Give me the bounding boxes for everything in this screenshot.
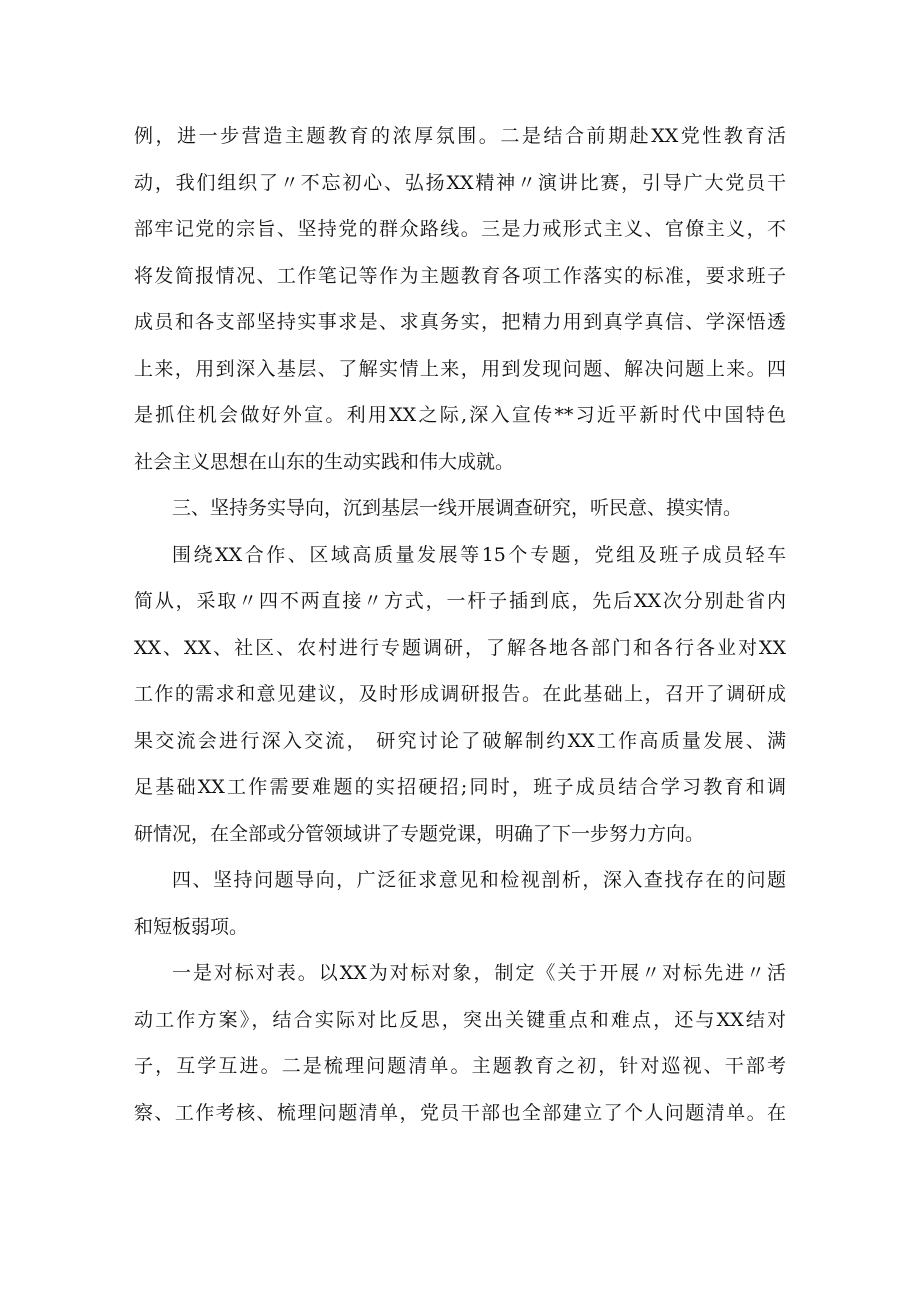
text-line: 成员和各支部坚持实事求是、求真务实，把精力用到真学真信、学深悟透 xyxy=(134,311,786,333)
text-line: 研情况，在全部或分管领域讲了专题党课，明确了下一步努力方向。 xyxy=(134,822,705,845)
text-line: 动工作方案》，结合实际对比反思，突出关键重点和难点，还与XX结对 xyxy=(134,1008,786,1031)
paragraph-first-line: 一是对标对表。以XX为对标对象，制定《关于开展〃对标先进〃活 xyxy=(172,962,786,984)
text-line: 例，进一步营造主题教育的浓厚氛围。二是结合前期赴XX党性教育活 xyxy=(134,125,786,147)
text-line: 将发简报情况、工作笔记等作为主题教育各项工作落实的标准，要求班子 xyxy=(134,264,786,287)
text-line: 简从，采取〃四不两直接〃方式，一杆子插到底，先后XX次分别赴省内 xyxy=(134,590,786,612)
text-line: 察、工作考核、梳理问题清单，党员干部也全部建立了个人问题清单。在 xyxy=(134,1101,786,1124)
section-heading: 四、坚持问题导向，广泛征求意见和检视剖析，深入查找存在的问题 xyxy=(172,869,786,891)
text-line: 工作的需求和意见建议，及时形成调研报告。在此基础上，召开了调研成 xyxy=(134,683,786,705)
text-line: 社会主义思想在山东的生动实践和伟大成就。 xyxy=(134,450,515,473)
text-line: XX、XX、社区、农村进行专题调研，了解各地各部门和各行各业对XX xyxy=(134,636,786,659)
text-line: 足基础XX工作需要难题的实招硬招;同时，班子成员结合学习教育和调 xyxy=(134,776,786,798)
text-line: 果交流会进行深入交流， 研究讨论了破解制约XX工作高质量发展、满 xyxy=(134,729,786,752)
body-text xyxy=(134,113,786,1136)
paragraph-first-line: 围绕XX合作、区域高质量发展等15个专题，党组及班子成员轻车 xyxy=(172,543,786,566)
text-line: 是抓住机会做好外宣。利用XX之际,深入宣传**习近平新时代中国特色 xyxy=(134,404,786,426)
text-line: 子，互学互进。二是梳理问题清单。主题教育之初，针对巡视、干部考 xyxy=(134,1055,786,1077)
section-heading-continued: 和短板弱项。 xyxy=(134,915,249,938)
text-line: 动，我们组织了〃不忘初心、弘扬XX精神〃演讲比赛，引导广大党员干 xyxy=(134,171,786,194)
text-line: 部牢记党的宗旨、坚持党的群众路线。三是力戒形式主义、官僚主义，不 xyxy=(134,218,786,240)
section-heading: 三、坚持务实导向，沉到基层一线开展调查研究，听民意、摸实情。 xyxy=(172,497,743,519)
text-line: 上来，用到深入基层、了解实情上来，用到发现问题、解决问题上来。四 xyxy=(134,357,786,380)
